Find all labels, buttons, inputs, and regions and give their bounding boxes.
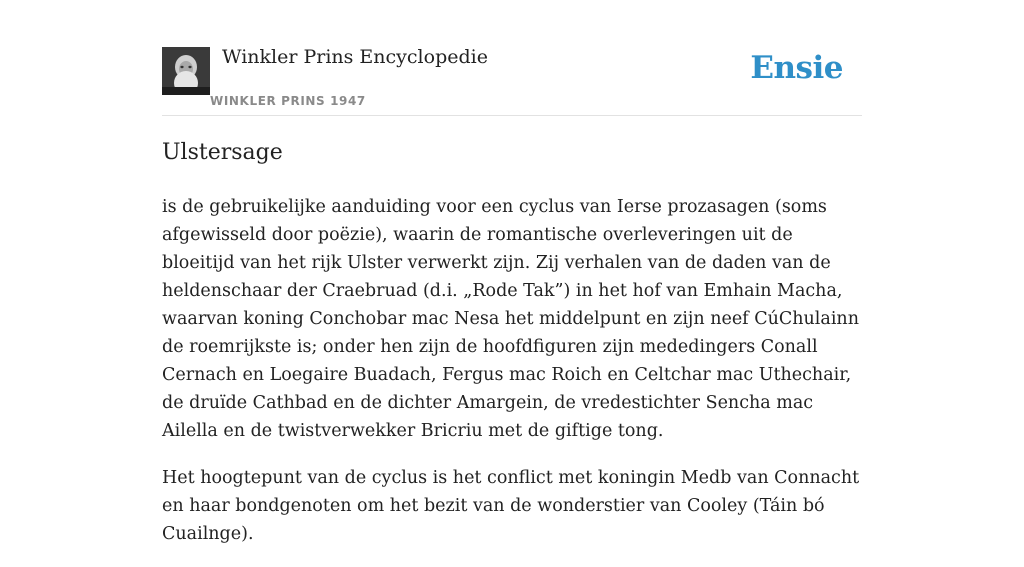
site-header (162, 40, 862, 116)
article-body (162, 193, 862, 567)
site-title-link[interactable]: Winkler Prins Encyclopedie (222, 46, 488, 68)
source-label: WINKLER PRINS 1947 (210, 94, 366, 108)
article-paragraph: is de gebruikelijke aanduiding voor een cyclus van Ierse prozasagen (soms afgewisseld door poëzie), waarin de romantische overleveringen uit de bloeitijd van het rijk Ulster verwerkt zijn. Zij verhalen van de daden van de heldenschaar der Craebruad (d.i. „Rode Tak”) in het hof van Emhain Macha, waarvan koning Conchobar mac Nesa het middelpunt en zijn neef CúChulainn de roemrijkste is; onder hen zijn de hoofdfiguren zijn mededingers Conall Cernach en Loegaire Buadach, Fergus mac Roich en Celtchar mac Uthechair, de druïde Cathbad en de dichter Amargein, de vredestichter Sencha mac Ailella en de twistverwekker Bricriu met de giftige tong. (162, 197, 859, 441)
article-title: Ulstersage (162, 140, 283, 165)
article-paragraph: Het hoogtepunt van de cyclus is het conflict met koningin Medb van Connacht en haar bondgenoten om het bezit van de wonderstier van Cooley (Táin bó Cuailnge). (162, 468, 860, 544)
author-portrait-icon[interactable] (162, 47, 210, 95)
ensie-logo-link[interactable]: Ensie (750, 50, 843, 86)
